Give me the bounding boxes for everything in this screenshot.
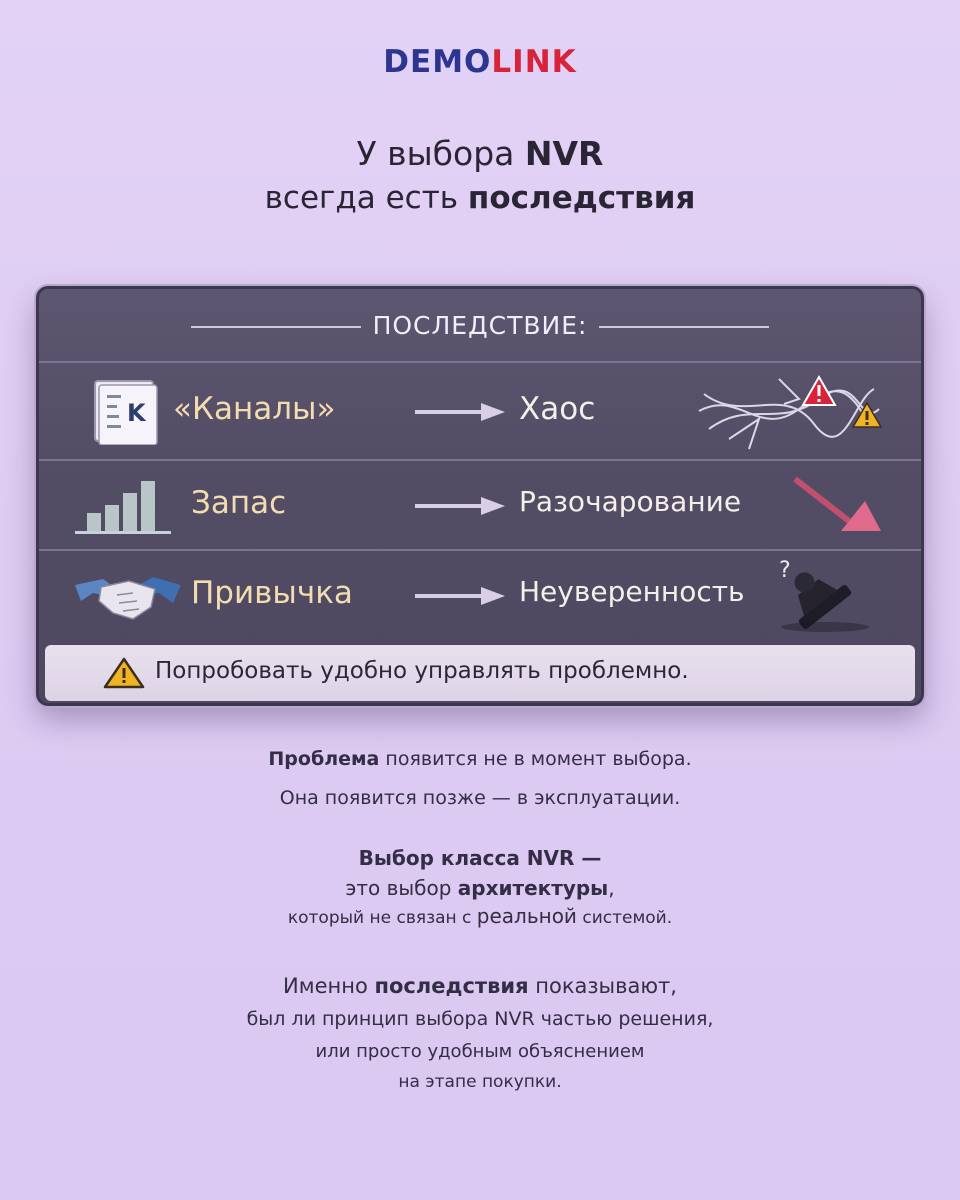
panel-title: [39, 311, 921, 340]
handshake-icon: [73, 565, 183, 629]
panel-title-text: ПОСЛЕДСТВИЕ:: [372, 311, 588, 340]
warning-text: Попробовать удобно управлять проблемно.: [155, 658, 689, 684]
p1-rest: появится не в момент выбора.: [379, 748, 692, 770]
brand-logo-part2: LINK: [491, 44, 577, 80]
brand-logo-part1: DEMO: [383, 44, 492, 80]
p5-mid: реальной: [476, 904, 577, 928]
paragraph-2-line1: [0, 846, 960, 870]
p1-bold: Проблема: [268, 748, 380, 770]
p6-suffix: показывают,: [528, 974, 677, 998]
consequences-panel: [36, 286, 924, 706]
title-divider-left: [191, 326, 361, 328]
p5-suffix: системой.: [576, 908, 673, 928]
consequence-row-habit: [39, 549, 921, 641]
p3-bold: Выбор класса NVR —: [358, 846, 602, 870]
consequence-row-reserve: [39, 459, 921, 549]
headline-line2-bold: последствия: [467, 180, 696, 216]
row3-from-label: Привычка: [191, 575, 353, 611]
p5-prefix: который не связан с: [287, 908, 477, 928]
svg-text:K: K: [127, 399, 146, 427]
headline-line1-bold: NVR: [524, 134, 604, 173]
row1-from-label: «Каналы»: [173, 391, 336, 427]
p4-bold: архитектуры: [457, 876, 609, 900]
svg-text:?: ?: [779, 558, 791, 583]
row1-to-label: Хаос: [519, 391, 596, 427]
row2-from-label: Запас: [191, 485, 287, 521]
bar-chart-icon: [73, 475, 173, 537]
warning-icon: [103, 657, 145, 689]
paragraph-3-line4: на этапе покупки.: [398, 1072, 562, 1092]
headline-line2: [0, 180, 960, 216]
brand-logo: [0, 44, 960, 80]
paragraph-3-line1: [0, 974, 960, 998]
paragraph-1-line2: Она появится позже — в эксплуатации.: [279, 787, 681, 809]
p4-prefix: это выбор: [345, 876, 458, 900]
row1-arrow-icon: [415, 401, 505, 423]
paragraph-3-line2: был ли принцип выбора NVR частью решения,: [246, 1008, 714, 1030]
paragraph-3-line3: или просто удобным объяснением: [315, 1041, 645, 1062]
row3-arrow-icon: [415, 585, 505, 607]
paragraph-2-line3: [0, 904, 960, 928]
warning-bar: [45, 645, 915, 701]
p6-prefix: Именно: [283, 974, 375, 998]
title-divider-right: [599, 326, 769, 328]
down-arrow-icon: [791, 473, 887, 539]
consequence-row-channels: [39, 361, 921, 459]
p6-bold: последствия: [374, 974, 529, 998]
fallen-chess-piece-icon: [755, 555, 885, 635]
paragraph-2-line2: [0, 876, 960, 900]
headline-line1: [0, 134, 960, 173]
row2-to-label: Разочарование: [519, 485, 742, 518]
row3-to-label: Неуверенность: [519, 575, 745, 608]
checklist-icon: [91, 377, 161, 445]
headline-line1-prefix: У выбора: [356, 134, 525, 173]
row2-arrow-icon: [415, 495, 505, 517]
paragraph-1-line1: [0, 748, 960, 770]
chaos-icon: [689, 369, 889, 453]
headline-line2-prefix: всегда есть: [264, 180, 468, 216]
p4-suffix: ,: [608, 876, 615, 900]
